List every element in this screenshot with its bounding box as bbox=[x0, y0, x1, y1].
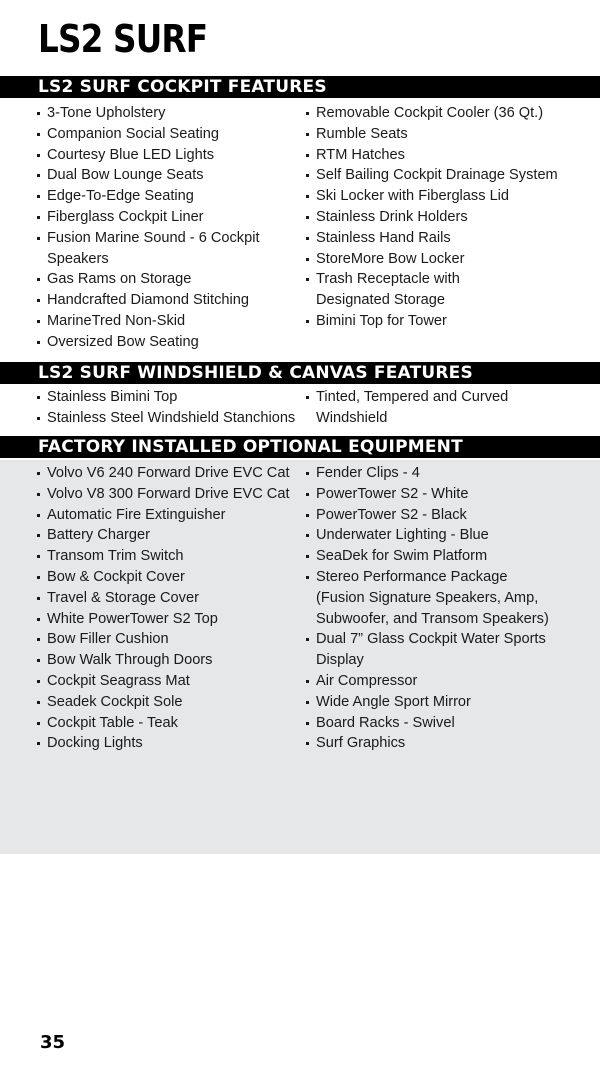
feature-item bbox=[37, 484, 290, 505]
feature-item bbox=[37, 733, 290, 754]
feature-item bbox=[37, 525, 290, 546]
feature-item-text: Removable Cockpit Cooler (36 Qt.) bbox=[316, 105, 544, 121]
feature-item-text: Stainless Drink Holders bbox=[316, 208, 468, 225]
feature-item-text: Designated Storage bbox=[316, 292, 445, 309]
feature-item bbox=[37, 609, 290, 630]
page-title: LS2 SURF bbox=[38, 17, 208, 61]
feature-item bbox=[37, 650, 290, 671]
feature-item-text: Stainless Hand Rails bbox=[316, 229, 451, 246]
feature-item-text: (Fusion Signature Speakers, Amp, bbox=[316, 589, 539, 606]
cockpit-features-left-list bbox=[37, 103, 260, 353]
feature-item-text: Bow Walk Through Doors bbox=[47, 652, 213, 669]
feature-item bbox=[37, 567, 290, 588]
feature-item bbox=[306, 671, 549, 692]
feature-item bbox=[306, 207, 558, 228]
feature-item-text: RTM Hatches bbox=[316, 146, 405, 163]
feature-item-text: Air Compressor bbox=[316, 672, 418, 689]
feature-item-text: Seadek Cockpit Sole bbox=[47, 693, 183, 710]
feature-item bbox=[306, 629, 549, 671]
feature-item-text: Oversized Bow Seating bbox=[47, 333, 199, 350]
feature-item-text: Battery Charger bbox=[47, 527, 151, 544]
feature-item-text: Surf Graphics bbox=[316, 735, 406, 752]
feature-item bbox=[37, 692, 290, 713]
section-header-optional-equipment bbox=[0, 436, 600, 458]
feature-item-text: Bow & Cockpit Cover bbox=[47, 568, 185, 585]
feature-item bbox=[37, 629, 290, 650]
feature-item-text: Companion Social Seating bbox=[47, 125, 219, 142]
feature-item-text: Docking Lights bbox=[47, 735, 143, 752]
feature-item-text: PowerTower S2 - Black bbox=[316, 506, 467, 523]
section-heading: LS2 SURF WINDSHIELD & CANVAS FEATURES bbox=[38, 363, 473, 383]
feature-item bbox=[37, 463, 290, 484]
feature-item-text: Underwater Lighting - Blue bbox=[316, 527, 489, 544]
optional-equipment-left-list bbox=[37, 463, 290, 754]
feature-item-text: PowerTower S2 - White bbox=[316, 485, 469, 502]
feature-item bbox=[306, 103, 558, 124]
section-header-windshield bbox=[0, 362, 600, 384]
feature-item-text: 3-Tone Upholstery bbox=[47, 105, 166, 121]
feature-item bbox=[37, 269, 260, 290]
feature-item bbox=[306, 733, 549, 754]
feature-item bbox=[37, 713, 290, 734]
feature-item-text: White PowerTower S2 Top bbox=[47, 610, 218, 627]
section-header-cockpit bbox=[0, 76, 600, 98]
feature-item-text: Dual Bow Lounge Seats bbox=[47, 167, 204, 184]
feature-item-text: MarineTred Non-Skid bbox=[47, 312, 186, 329]
feature-item bbox=[306, 249, 558, 270]
feature-item-text: Rumble Seats bbox=[316, 125, 408, 142]
feature-item-text: Volvo V8 300 Forward Drive EVC Cat bbox=[47, 485, 290, 502]
feature-item-text: Fiberglass Cockpit Liner bbox=[47, 208, 204, 225]
feature-item-text: Cockpit Table - Teak bbox=[47, 714, 178, 731]
optional-equipment-right-list bbox=[306, 463, 549, 754]
feature-item-text: Subwoofer, and Transom Speakers) bbox=[316, 610, 549, 627]
feature-item-text: Board Racks - Swivel bbox=[316, 714, 455, 731]
windshield-features-right-list bbox=[306, 387, 508, 429]
feature-item bbox=[37, 186, 260, 207]
feature-item-text: Fusion Marine Sound - 6 Cockpit bbox=[47, 229, 260, 246]
feature-item bbox=[37, 228, 260, 270]
feature-item-text: Fender Clips - 4 bbox=[316, 465, 420, 481]
feature-item bbox=[37, 671, 290, 692]
feature-item bbox=[37, 588, 290, 609]
feature-item-text: Tinted, Tempered and Curved bbox=[316, 389, 509, 405]
feature-item bbox=[306, 145, 558, 166]
feature-item-text: Travel & Storage Cover bbox=[47, 589, 199, 606]
feature-item-text: Trash Receptacle with bbox=[316, 271, 460, 288]
feature-item bbox=[37, 207, 260, 228]
feature-item-text: SeaDek for Swim Platform bbox=[316, 548, 488, 565]
page-number: 35 bbox=[40, 1032, 66, 1053]
feature-item bbox=[306, 311, 558, 332]
feature-item-text: Gas Rams on Storage bbox=[47, 271, 192, 288]
feature-item bbox=[306, 463, 549, 484]
feature-item bbox=[37, 546, 290, 567]
windshield-features-left-list bbox=[37, 387, 295, 429]
feature-item-text: Courtesy Blue LED Lights bbox=[47, 146, 215, 163]
feature-item-text: Stainless Steel Windshield Stanchions bbox=[47, 409, 296, 426]
feature-item-text: Dual 7” Glass Cockpit Water Sports bbox=[316, 631, 546, 648]
feature-item bbox=[37, 408, 295, 429]
feature-item-text: Wide Angle Sport Mirror bbox=[316, 693, 471, 710]
feature-item-text: Edge-To-Edge Seating bbox=[47, 188, 194, 205]
feature-item bbox=[306, 546, 549, 567]
feature-item-text: Display bbox=[316, 652, 364, 669]
feature-item-text: Bimini Top for Tower bbox=[316, 312, 447, 329]
feature-item bbox=[306, 228, 558, 249]
feature-item-text: Bow Filler Cushion bbox=[47, 631, 169, 648]
feature-item bbox=[37, 124, 260, 145]
feature-item bbox=[306, 692, 549, 713]
feature-item-text: Self Bailing Cockpit Drainage System bbox=[316, 167, 558, 184]
feature-item bbox=[37, 505, 290, 526]
feature-item bbox=[37, 311, 260, 332]
feature-item-text: Stainless Bimini Top bbox=[47, 389, 178, 405]
feature-item-text: Ski Locker with Fiberglass Lid bbox=[316, 188, 510, 205]
feature-item-text: Windshield bbox=[316, 409, 388, 426]
feature-item bbox=[306, 269, 558, 311]
feature-item bbox=[37, 332, 260, 353]
feature-item bbox=[306, 525, 549, 546]
feature-item-text: Volvo V6 240 Forward Drive EVC Cat bbox=[47, 465, 290, 481]
feature-item-text: Handcrafted Diamond Stitching bbox=[47, 292, 249, 309]
feature-item-text: Transom Trim Switch bbox=[47, 548, 184, 565]
feature-item bbox=[306, 165, 558, 186]
feature-item bbox=[306, 387, 508, 429]
feature-item-text: Speakers bbox=[47, 250, 109, 267]
feature-item bbox=[306, 567, 549, 629]
cockpit-features-right-list bbox=[306, 103, 558, 332]
feature-item-text: Stereo Performance Package bbox=[316, 568, 508, 585]
feature-item bbox=[306, 124, 558, 145]
feature-item-text: StoreMore Bow Locker bbox=[316, 250, 465, 267]
feature-item bbox=[306, 713, 549, 734]
feature-item bbox=[37, 387, 295, 408]
feature-item bbox=[37, 290, 260, 311]
feature-item bbox=[306, 186, 558, 207]
feature-item-text: Cockpit Seagrass Mat bbox=[47, 672, 190, 689]
feature-item bbox=[37, 145, 260, 166]
feature-item bbox=[306, 505, 549, 526]
feature-item-text: Automatic Fire Extinguisher bbox=[47, 506, 226, 523]
feature-item bbox=[37, 165, 260, 186]
section-heading: FACTORY INSTALLED OPTIONAL EQUIPMENT bbox=[38, 437, 463, 457]
feature-item bbox=[37, 103, 260, 124]
feature-item bbox=[306, 484, 549, 505]
section-heading: LS2 SURF COCKPIT FEATURES bbox=[38, 77, 327, 97]
